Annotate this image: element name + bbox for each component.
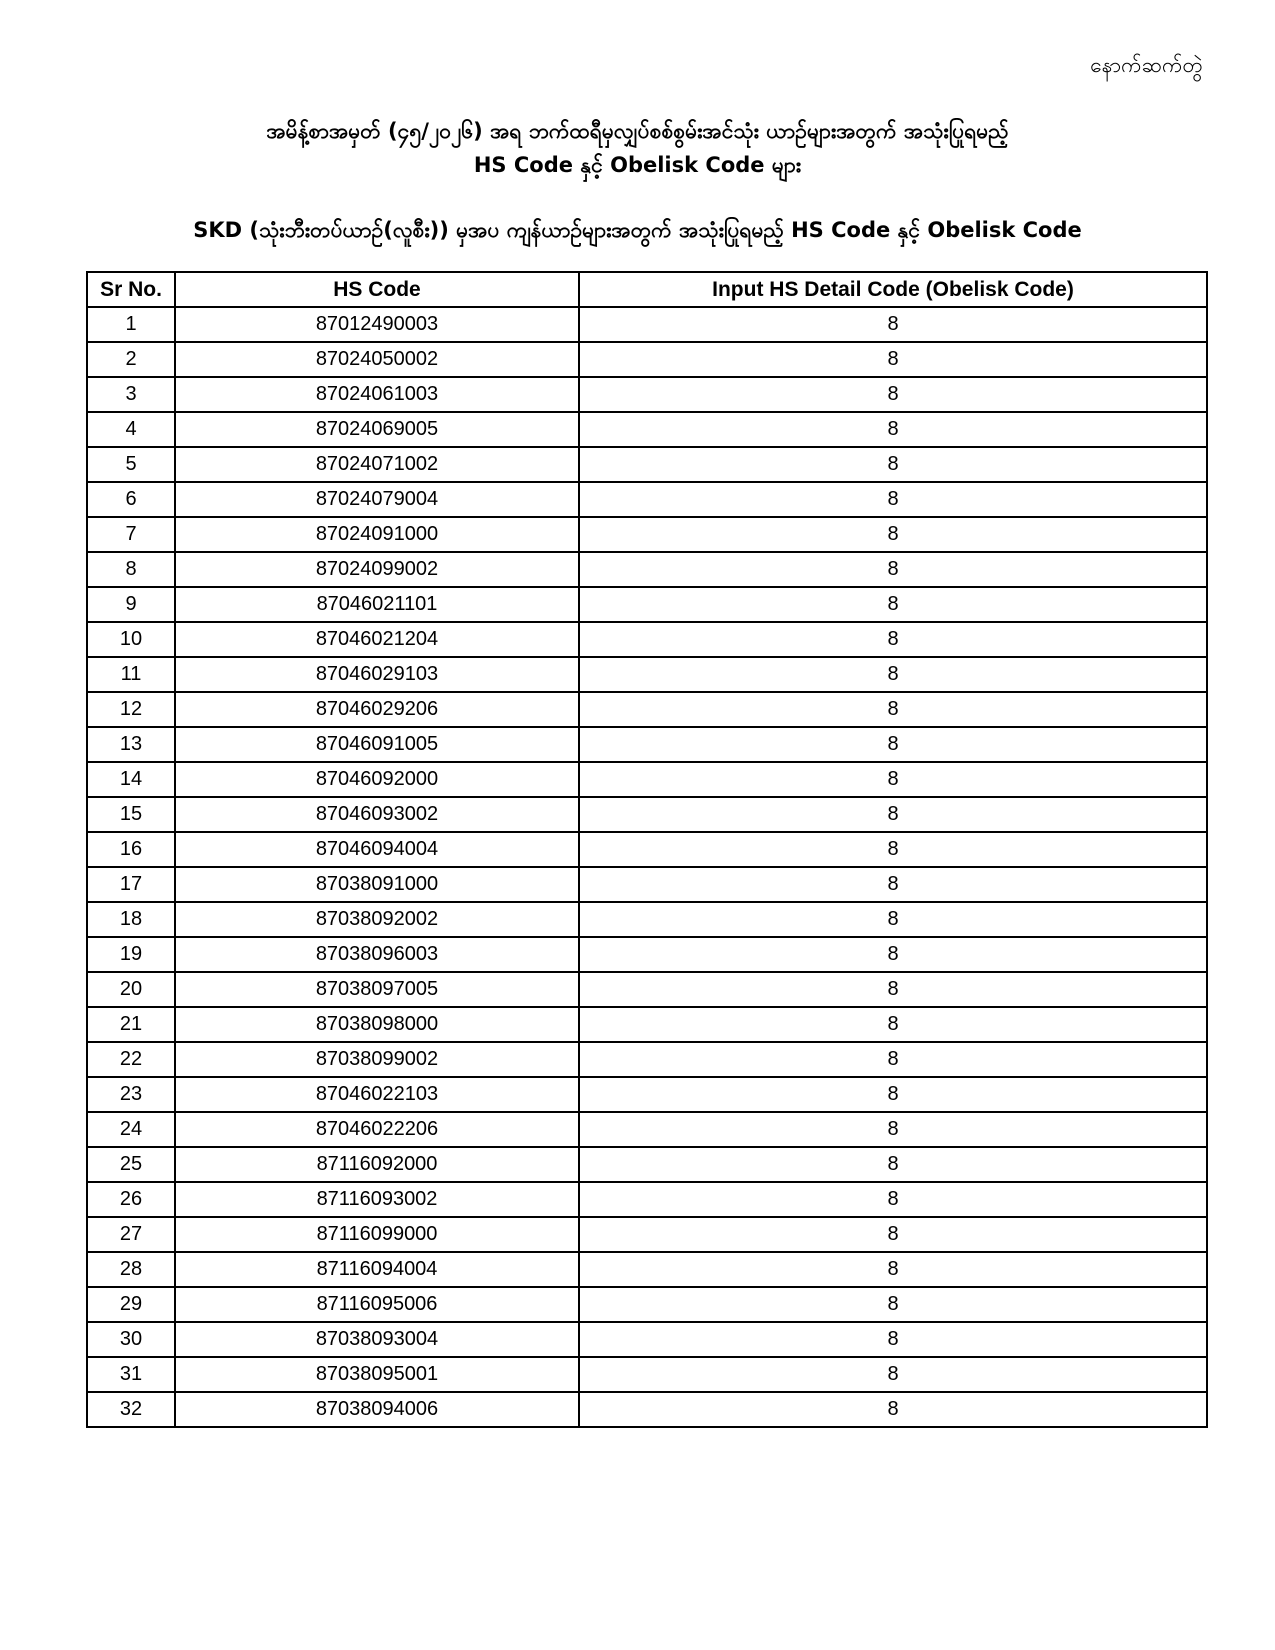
cell-obelisk-code: 8 bbox=[579, 482, 1207, 517]
table-row bbox=[87, 622, 1207, 657]
cell-obelisk-code: 8 bbox=[579, 1007, 1207, 1042]
cell-obelisk-code: 8 bbox=[579, 692, 1207, 727]
cell-obelisk-code: 8 bbox=[579, 727, 1207, 762]
table-row bbox=[87, 972, 1207, 1007]
cell-hs-code: 87038095001 bbox=[175, 1357, 579, 1392]
cell-hs-code: 87046021204 bbox=[175, 622, 579, 657]
cell-obelisk-code: 8 bbox=[579, 832, 1207, 867]
cell-sr-no: 23 bbox=[87, 1077, 175, 1112]
cell-hs-code: 87038099002 bbox=[175, 1042, 579, 1077]
cell-sr-no: 16 bbox=[87, 832, 175, 867]
cell-hs-code: 87046091005 bbox=[175, 727, 579, 762]
title-line-1: အမိန့်စာအမှတ် (၄၅/၂၀၂၆) အရ ဘက်ထရီမှလျှပ်စစ်စွမ်းအင်သုံး ယာဉ်များအတွက် အသုံးပြုရမည့် bbox=[266, 119, 1009, 143]
cell-obelisk-code: 8 bbox=[579, 307, 1207, 342]
cell-sr-no: 18 bbox=[87, 902, 175, 937]
cell-hs-code: 87046092000 bbox=[175, 762, 579, 797]
cell-obelisk-code: 8 bbox=[579, 972, 1207, 1007]
cell-obelisk-code: 8 bbox=[579, 1287, 1207, 1322]
cell-sr-no: 14 bbox=[87, 762, 175, 797]
cell-hs-code: 87046022206 bbox=[175, 1112, 579, 1147]
cell-hs-code: 87046093002 bbox=[175, 797, 579, 832]
cell-sr-no: 32 bbox=[87, 1392, 175, 1427]
cell-sr-no: 17 bbox=[87, 867, 175, 902]
table-row bbox=[87, 832, 1207, 867]
cell-obelisk-code: 8 bbox=[579, 1182, 1207, 1217]
cell-sr-no: 30 bbox=[87, 1322, 175, 1357]
subtitle-line: SKD (သုံးဘီးတပ်ယာဉ်(လူစီး)) မှအပ ကျန်ယာဉ်များအတွက် အသုံးပြုရမည့် HS Code နှင့် Obelisk Code bbox=[193, 218, 1082, 242]
cell-hs-code: 87046022103 bbox=[175, 1077, 579, 1112]
cell-hs-code: 87024099002 bbox=[175, 552, 579, 587]
cell-hs-code: 87038097005 bbox=[175, 972, 579, 1007]
cell-sr-no: 10 bbox=[87, 622, 175, 657]
cell-hs-code: 87046029103 bbox=[175, 657, 579, 692]
cell-sr-no: 25 bbox=[87, 1147, 175, 1182]
cell-hs-code: 87038098000 bbox=[175, 1007, 579, 1042]
table-row bbox=[87, 587, 1207, 622]
cell-obelisk-code: 8 bbox=[579, 447, 1207, 482]
cell-obelisk-code: 8 bbox=[579, 587, 1207, 622]
cell-sr-no: 29 bbox=[87, 1287, 175, 1322]
cell-obelisk-code: 8 bbox=[579, 517, 1207, 552]
table-row bbox=[87, 307, 1207, 342]
cell-sr-no: 28 bbox=[87, 1252, 175, 1287]
column-header-hs-code: HS Code bbox=[175, 272, 579, 307]
table-row bbox=[87, 1042, 1207, 1077]
table-row bbox=[87, 552, 1207, 587]
cell-sr-no: 19 bbox=[87, 937, 175, 972]
table-row bbox=[87, 1392, 1207, 1427]
cell-sr-no: 9 bbox=[87, 587, 175, 622]
cell-sr-no: 24 bbox=[87, 1112, 175, 1147]
cell-obelisk-code: 8 bbox=[579, 1147, 1207, 1182]
cell-obelisk-code: 8 bbox=[579, 1392, 1207, 1427]
table-row bbox=[87, 692, 1207, 727]
cell-obelisk-code: 8 bbox=[579, 342, 1207, 377]
cell-obelisk-code: 8 bbox=[579, 1042, 1207, 1077]
cell-sr-no: 15 bbox=[87, 797, 175, 832]
cell-sr-no: 13 bbox=[87, 727, 175, 762]
cell-hs-code: 87038092002 bbox=[175, 902, 579, 937]
table-row bbox=[87, 727, 1207, 762]
cell-hs-code: 87038096003 bbox=[175, 937, 579, 972]
title-line-2: HS Code နှင့် Obelisk Code များ bbox=[473, 153, 802, 177]
cell-sr-no: 2 bbox=[87, 342, 175, 377]
cell-obelisk-code: 8 bbox=[579, 412, 1207, 447]
cell-obelisk-code: 8 bbox=[579, 867, 1207, 902]
cell-sr-no: 3 bbox=[87, 377, 175, 412]
cell-sr-no: 1 bbox=[87, 307, 175, 342]
table-row bbox=[87, 762, 1207, 797]
cell-sr-no: 22 bbox=[87, 1042, 175, 1077]
cell-hs-code: 87038091000 bbox=[175, 867, 579, 902]
cell-obelisk-code: 8 bbox=[579, 1112, 1207, 1147]
table-row bbox=[87, 867, 1207, 902]
cell-obelisk-code: 8 bbox=[579, 377, 1207, 412]
hs-code-table bbox=[86, 271, 1208, 1428]
table-row bbox=[87, 1147, 1207, 1182]
cell-hs-code: 87012490003 bbox=[175, 307, 579, 342]
cell-hs-code: 87046021101 bbox=[175, 587, 579, 622]
table-row bbox=[87, 1217, 1207, 1252]
table-row bbox=[87, 1077, 1207, 1112]
table-row bbox=[87, 412, 1207, 447]
cell-sr-no: 5 bbox=[87, 447, 175, 482]
cell-hs-code: 87116093002 bbox=[175, 1182, 579, 1217]
cell-hs-code: 87116099000 bbox=[175, 1217, 579, 1252]
cell-sr-no: 21 bbox=[87, 1007, 175, 1042]
table-row bbox=[87, 447, 1207, 482]
cell-sr-no: 7 bbox=[87, 517, 175, 552]
document-subtitle bbox=[0, 213, 1275, 247]
table-row bbox=[87, 1112, 1207, 1147]
cell-hs-code: 87038093004 bbox=[175, 1322, 579, 1357]
cell-hs-code: 87116094004 bbox=[175, 1252, 579, 1287]
cell-obelisk-code: 8 bbox=[579, 797, 1207, 832]
cell-sr-no: 6 bbox=[87, 482, 175, 517]
cell-obelisk-code: 8 bbox=[579, 1252, 1207, 1287]
table-header-row bbox=[87, 272, 1207, 307]
table-body bbox=[87, 307, 1207, 1427]
cell-obelisk-code: 8 bbox=[579, 902, 1207, 937]
cell-sr-no: 8 bbox=[87, 552, 175, 587]
cell-hs-code: 87024091000 bbox=[175, 517, 579, 552]
cell-hs-code: 87046094004 bbox=[175, 832, 579, 867]
cell-sr-no: 4 bbox=[87, 412, 175, 447]
table-row bbox=[87, 342, 1207, 377]
cell-sr-no: 27 bbox=[87, 1217, 175, 1252]
cell-hs-code: 87024050002 bbox=[175, 342, 579, 377]
cell-sr-no: 12 bbox=[87, 692, 175, 727]
column-header-obelisk-code: Input HS Detail Code (Obelisk Code) bbox=[579, 272, 1207, 307]
cell-hs-code: 87024061003 bbox=[175, 377, 579, 412]
cell-obelisk-code: 8 bbox=[579, 937, 1207, 972]
table-row bbox=[87, 937, 1207, 972]
table-row bbox=[87, 377, 1207, 412]
cell-hs-code: 87116092000 bbox=[175, 1147, 579, 1182]
cell-sr-no: 11 bbox=[87, 657, 175, 692]
cell-obelisk-code: 8 bbox=[579, 1357, 1207, 1392]
cell-obelisk-code: 8 bbox=[579, 1322, 1207, 1357]
table-row bbox=[87, 1182, 1207, 1217]
table-row bbox=[87, 517, 1207, 552]
table-row bbox=[87, 902, 1207, 937]
table-row bbox=[87, 482, 1207, 517]
cell-hs-code: 87038094006 bbox=[175, 1392, 579, 1427]
cell-sr-no: 20 bbox=[87, 972, 175, 1007]
cell-hs-code: 87116095006 bbox=[175, 1287, 579, 1322]
cell-hs-code: 87024079004 bbox=[175, 482, 579, 517]
cell-sr-no: 31 bbox=[87, 1357, 175, 1392]
cell-obelisk-code: 8 bbox=[579, 622, 1207, 657]
cell-hs-code: 87024069005 bbox=[175, 412, 579, 447]
cell-obelisk-code: 8 bbox=[579, 657, 1207, 692]
column-header-sr-no: Sr No. bbox=[87, 272, 175, 307]
table-row bbox=[87, 1252, 1207, 1287]
page-label: နောက်ဆက်တွဲ bbox=[1090, 53, 1203, 77]
table-row bbox=[87, 1357, 1207, 1392]
cell-sr-no: 26 bbox=[87, 1182, 175, 1217]
cell-obelisk-code: 8 bbox=[579, 1077, 1207, 1112]
table-row bbox=[87, 657, 1207, 692]
table-row bbox=[87, 1322, 1207, 1357]
cell-obelisk-code: 8 bbox=[579, 1217, 1207, 1252]
cell-obelisk-code: 8 bbox=[579, 552, 1207, 587]
table-row bbox=[87, 1287, 1207, 1322]
cell-hs-code: 87046029206 bbox=[175, 692, 579, 727]
cell-hs-code: 87024071002 bbox=[175, 447, 579, 482]
table-row bbox=[87, 1007, 1207, 1042]
document-title bbox=[0, 114, 1275, 182]
table-row bbox=[87, 797, 1207, 832]
cell-obelisk-code: 8 bbox=[579, 762, 1207, 797]
